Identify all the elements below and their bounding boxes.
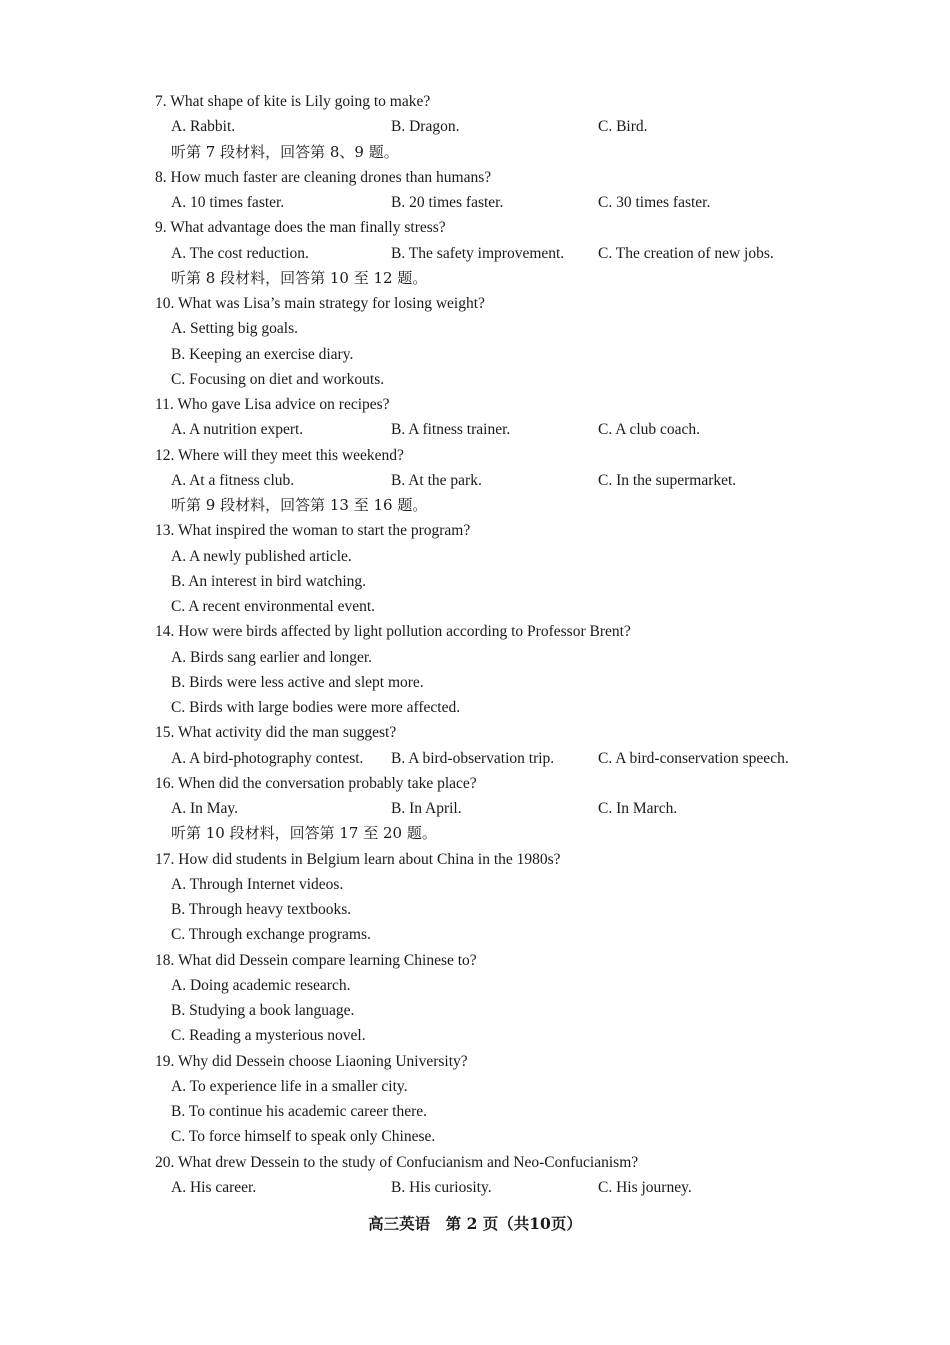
question-text: 20. What drew Dessein to the study of Confucianism and Neo-Confucianism? [155,1153,639,1171]
question-text: 11. Who gave Lisa advice on recipes? [155,396,390,413]
option-line: A. Setting big goals. [171,320,299,338]
option-a: A. In May. [171,800,239,817]
option-a: A. His career. [171,1178,257,1196]
option-line: C. A recent environmental event. [171,598,376,615]
option-line: C. Focusing on diet and workouts. [171,370,385,388]
option-row [155,241,875,266]
option-b: B. The safety improvement. [391,244,565,262]
question-text: 9. What advantage does the man finally stress? [155,219,446,237]
option-c: C. A club coach. [598,421,701,439]
option-b: B. Dragon. [391,118,460,136]
option-line: A. To experience life in a smaller city. [171,1077,408,1095]
option-line: C. Reading a mysterious novel. [171,1027,366,1045]
option-a: A. The cost reduction. [171,244,309,262]
option-row [155,190,875,215]
option-b: B. A bird-observation trip. [391,749,555,767]
question-text: 17. How did students in Belgium learn about China in the 1980s? [155,850,561,868]
option-row [155,468,875,493]
option-c: C. 30 times faster. [598,194,711,211]
option-b: B. At the park. [391,471,482,489]
option-line: C. Birds with large bodies were more affected. [171,699,461,716]
question-text: 12. Where will they meet this weekend? [155,446,404,464]
question-text: 18. What did Dessein compare learning Chinese to? [155,951,477,969]
question-text: 10. What was Lisa’s main strategy for losing weight? [155,295,485,312]
question-text: 15. What activity did the man suggest? [155,724,397,742]
option-row [155,746,875,771]
option-a: A. A nutrition expert. [171,421,304,439]
section-instruction: 听第 7 段材料，回答第 8、9 题。 [171,142,399,161]
option-a: A. 10 times faster. [171,194,285,211]
page-footer: 高三英语 第 2 页（共10页） [368,1214,582,1233]
section-instruction: 听第 8 段材料，回答第 10 至 12 题。 [171,268,428,287]
option-c: C. The creation of new jobs. [598,244,774,262]
option-line: B. Keeping an exercise diary. [171,345,354,363]
option-line: B. To continue his academic career there. [171,1103,427,1120]
option-b: B. 20 times faster. [391,194,504,211]
option-c: C. A bird-conservation speech. [598,749,789,767]
section-instruction: 听第 10 段材料，回答第 17 至 20 题。 [171,824,437,843]
option-c: C. In the supermarket. [598,471,737,489]
option-row [155,417,875,442]
option-line: A. Birds sang earlier and longer. [171,648,373,666]
question-text: 8. How much faster are cleaning drones than humans? [155,168,492,186]
option-line: B. Studying a book language. [171,1002,355,1019]
option-b: B. In April. [391,800,462,817]
option-line: A. Through Internet videos. [171,875,344,893]
question-list [155,89,875,1200]
option-row [155,114,875,139]
option-line: A. A newly published article. [171,547,352,565]
option-row [155,796,875,821]
option-a: A. Rabbit. [171,118,236,136]
option-line: B. Through heavy textbooks. [171,901,352,918]
option-line: C. Through exchange programs. [171,926,371,944]
question-text: 7. What shape of kite is Lily going to make? [155,93,431,110]
question-text: 13. What inspired the woman to start the program? [155,522,471,540]
option-b: B. A fitness trainer. [391,421,511,439]
option-line: B. Birds were less active and slept more. [171,673,424,691]
option-row [155,1175,875,1200]
option-b: B. His curiosity. [391,1178,492,1196]
option-a: A. At a fitness club. [171,471,295,489]
option-line: B. An interest in bird watching. [171,572,367,590]
question-text: 14. How were birds affected by light pollution according to Professor Brent? [155,623,631,641]
option-c: C. His journey. [598,1178,692,1196]
section-instruction: 听第 9 段材料，回答第 13 至 16 题。 [171,496,428,514]
option-c: C. In March. [598,800,678,817]
question-text: 16. When did the conversation probably take place? [155,774,477,792]
option-line: C. To force himself to speak only Chinese. [171,1128,436,1146]
option-a: A. A bird-photography contest. [171,749,364,767]
question-text: 19. Why did Dessein choose Liaoning University? [155,1052,468,1070]
option-c: C. Bird. [598,118,648,136]
option-line: A. Doing academic research. [171,976,351,994]
